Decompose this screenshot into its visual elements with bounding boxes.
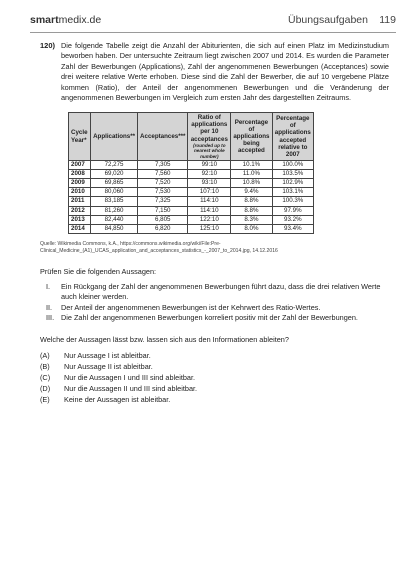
- statement-item: [40, 313, 390, 323]
- table-cell: 2008: [69, 170, 91, 179]
- answer-option[interactable]: [40, 372, 197, 383]
- table-cell: 11.0%: [231, 170, 272, 179]
- brand-logo: [30, 14, 101, 26]
- table-row: [69, 170, 314, 179]
- answer-option[interactable]: [40, 361, 197, 372]
- option-text: Nur die Aussagen I und III sind ableitbar.: [64, 373, 196, 382]
- question-text: Welche der Aussagen lässt bzw. lassen sich aus den Informationen ableiten?: [40, 335, 289, 344]
- statements-list: [40, 282, 390, 324]
- table-cell: 2011: [69, 197, 91, 206]
- table-cell: 2012: [69, 206, 91, 215]
- table-row: [69, 188, 314, 197]
- table-row: [69, 215, 314, 224]
- header-applications: Applications**: [91, 113, 138, 161]
- statement-text: Der Anteil der angenommenen Bewerbungen ist der Kehrwert des Ratio-Wertes.: [61, 302, 321, 312]
- header-acceptances: Acceptances***: [138, 113, 188, 161]
- table-cell: 2007: [69, 161, 91, 170]
- table-row: [69, 197, 314, 206]
- statements-prompt: Prüfen Sie die folgenden Aussagen:: [40, 267, 157, 276]
- header-year: Cycle Year*: [69, 113, 91, 161]
- table-cell: 2014: [69, 224, 91, 233]
- statement-number: I.: [46, 282, 51, 291]
- answer-options: [40, 350, 197, 405]
- table-cell: 82,440: [91, 215, 138, 224]
- table-cell: 8.8%: [231, 206, 272, 215]
- header-relative: Percentage of applications accepted relative to 2007: [272, 113, 313, 161]
- table-cell: 93.4%: [272, 224, 313, 233]
- table-cell: 9.4%: [231, 188, 272, 197]
- question-intro: Die folgende Tabelle zeigt die Anzahl der Abiturienten, die sich auf einen Platz im Medizinstudium beworben haben. Der untersuchte Zeitraum liegt zwischen 2007 und 2014. Es wurden die Parameter Zahl der Bewerbungen (Applications), Zahl der angenommenen Bewerbungen (Acceptances) sowie drei weitere relative Werte erhoben. Diese sind die Zahl der Bewerber, die auf 10 vergebene Plätze kommen (Ratio), der Anteil der angenommenen Bewerbungen und die Veränderung der angenommenen Bewerbungen im Vergleich zum ersten Jahr des dargestellten Zeitraums.: [61, 41, 389, 103]
- header-ratio-note: (rounded up to nearest whole number): [193, 142, 226, 159]
- table-cell: 8.3%: [231, 215, 272, 224]
- statement-item: [40, 282, 390, 303]
- table-cell: 6,820: [138, 224, 188, 233]
- table-cell: 8.8%: [231, 197, 272, 206]
- table-cell: 81,260: [91, 206, 138, 215]
- table-cell: 2013: [69, 215, 91, 224]
- table-cell: 97.9%: [272, 206, 313, 215]
- table-cell: 10.8%: [231, 179, 272, 188]
- table-cell: 114:10: [188, 206, 231, 215]
- brand-rest: medix.de: [58, 14, 102, 26]
- table-cell: 2010: [69, 188, 91, 197]
- brand-bold: smart: [30, 14, 59, 26]
- table-cell: 80,060: [91, 188, 138, 197]
- table-cell: 7,520: [138, 179, 188, 188]
- option-text: Nur die Aussagen II und III sind ableitbar.: [64, 384, 198, 393]
- table-cell: 7,530: [138, 188, 188, 197]
- table-cell: 2009: [69, 179, 91, 188]
- table-row: [69, 161, 314, 170]
- table-cell: 102.9%: [272, 179, 313, 188]
- source-note: Quelle: Wikimedia Commons, k.A., https://commons.wikimedia.org/wiki/File:Pre-Clinical_Medicine_(A1)_UCAS_application_and_acceptances_statistics_-_2007_to_2014.jpg, 14.12.2016: [40, 241, 278, 255]
- table-cell: 83,185: [91, 197, 138, 206]
- table-cell: 99:10: [188, 161, 231, 170]
- answer-option[interactable]: [40, 350, 197, 361]
- table-cell: 100.3%: [272, 197, 313, 206]
- table-cell: 92:10: [188, 170, 231, 179]
- statement-text: Die Zahl der angenommenen Bewerbungen korreliert positiv mit der Zahl der Bewerbungen.: [61, 313, 358, 323]
- table-cell: 7,560: [138, 170, 188, 179]
- table-cell: 100.0%: [272, 161, 313, 170]
- table-cell: 103.1%: [272, 188, 313, 197]
- table-cell: 107:10: [188, 188, 231, 197]
- table-header-row: [69, 113, 314, 161]
- table-row: [69, 224, 314, 233]
- option-label: (C): [40, 373, 51, 382]
- table-cell: 7,305: [138, 161, 188, 170]
- table-cell: 8.0%: [231, 224, 272, 233]
- option-label: (B): [40, 362, 50, 371]
- table-cell: 6,805: [138, 215, 188, 224]
- header-ratio: [188, 113, 231, 161]
- table-body: [69, 161, 314, 234]
- table-cell: 10.1%: [231, 161, 272, 170]
- statement-number: III.: [46, 313, 55, 323]
- option-text: Nur Aussage I ist ableitbar.: [64, 351, 151, 360]
- question-number: 120): [40, 41, 56, 50]
- section-title: Übungsaufgaben: [288, 14, 368, 26]
- statement-text: Ein Rückgang der Zahl der angenommenen Bewerbungen führt dazu, dass die drei relativen Werte auch kleiner werden.: [61, 282, 381, 302]
- table-cell: 93.2%: [272, 215, 313, 224]
- page-number: 119: [379, 14, 396, 26]
- answer-option[interactable]: [40, 383, 197, 394]
- table-cell: 69,020: [91, 170, 138, 179]
- data-table: [68, 112, 314, 234]
- table-cell: 125:10: [188, 224, 231, 233]
- option-text: Keine der Aussagen ist ableitbar.: [64, 395, 171, 404]
- table-cell: 93:10: [188, 179, 231, 188]
- option-label: (D): [40, 384, 51, 393]
- table-cell: 7,325: [138, 197, 188, 206]
- answer-option[interactable]: [40, 394, 197, 405]
- table-cell: 69,865: [91, 179, 138, 188]
- header-ratio-label: Ratio of applications per 10 acceptances: [190, 114, 228, 143]
- table-cell: 7,150: [138, 206, 188, 215]
- option-text: Nur Aussage II ist ableitbar.: [64, 362, 153, 371]
- page-header: [30, 14, 396, 33]
- table-cell: 84,850: [91, 224, 138, 233]
- table-cell: 72,275: [91, 161, 138, 170]
- table-cell: 114:10: [188, 197, 231, 206]
- table-row: [69, 179, 314, 188]
- header-percent: Percentage of applications being accepted: [231, 113, 272, 161]
- option-label: (E): [40, 395, 50, 404]
- option-label: (A): [40, 351, 50, 360]
- statement-number: II.: [46, 302, 53, 312]
- table-row: [69, 206, 314, 215]
- table-cell: 103.5%: [272, 170, 313, 179]
- table-cell: 122:10: [188, 215, 231, 224]
- statement-item: [40, 303, 390, 313]
